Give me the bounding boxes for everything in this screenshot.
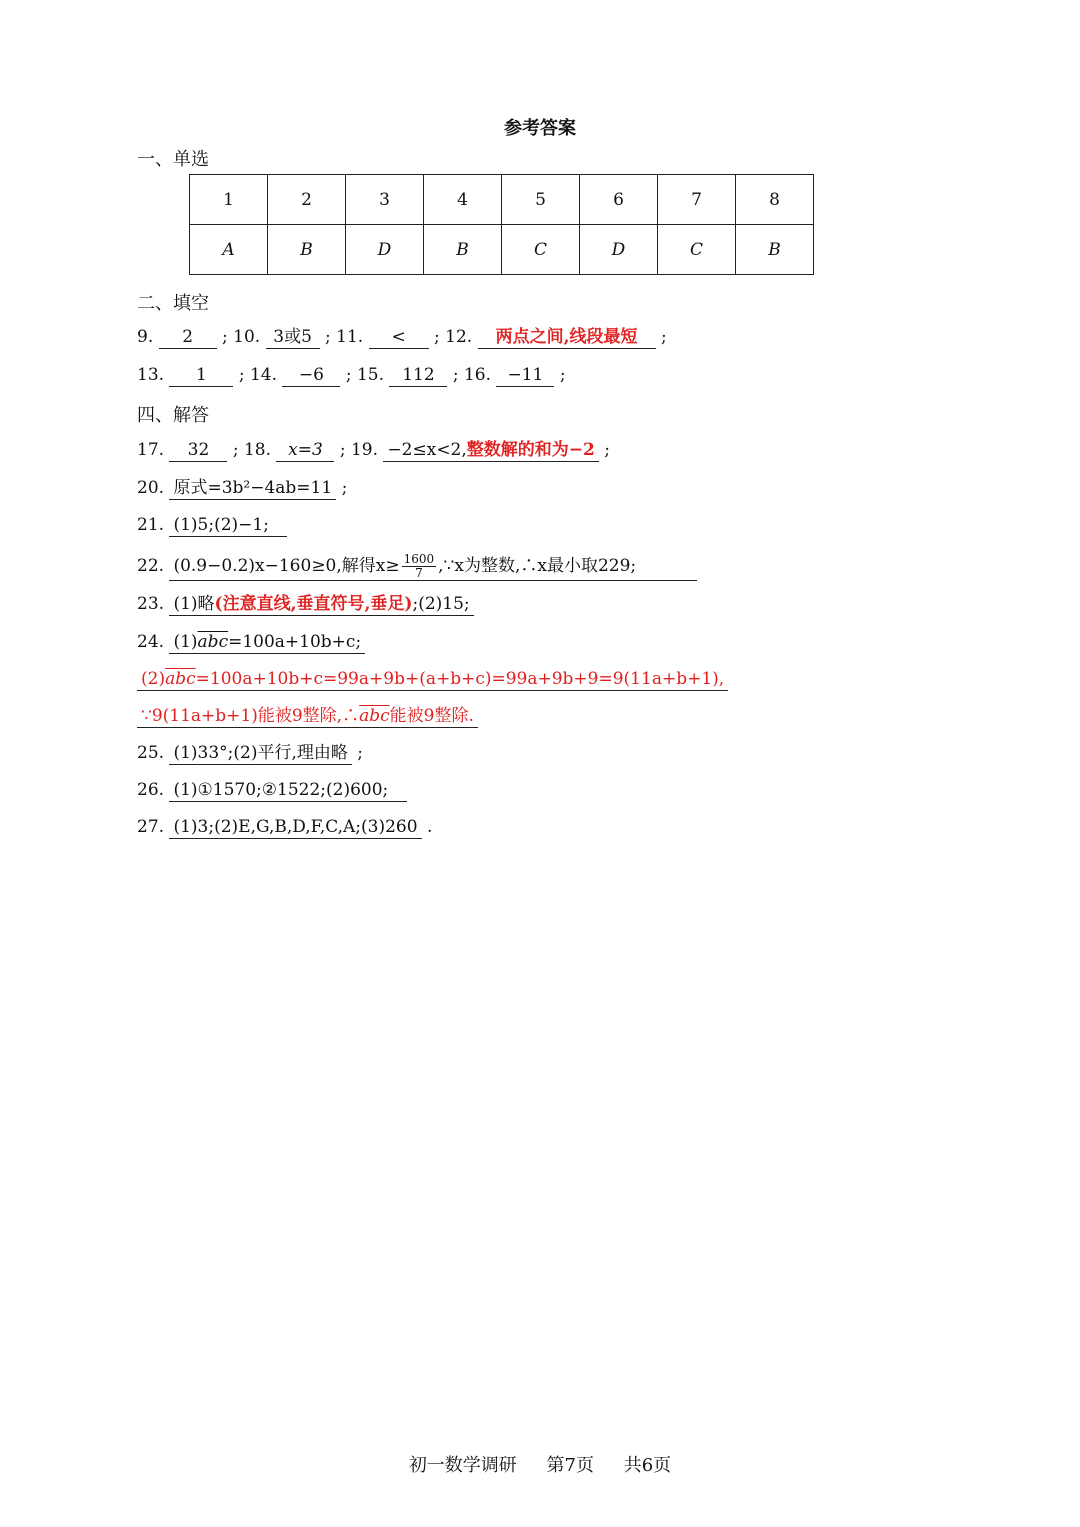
question-number: 22. — [137, 556, 165, 576]
page-title: 参考答案 — [504, 118, 576, 139]
answer-blank: 1 — [169, 364, 233, 387]
answer-table — [189, 174, 814, 275]
table-cell: C — [658, 225, 736, 275]
question-number: 27. — [137, 817, 165, 837]
answer-line — [137, 703, 478, 729]
answer-blank: x=3 — [276, 439, 334, 462]
answer-blank: −6 — [282, 364, 340, 387]
section-single-choice: 一、单选 — [137, 149, 209, 170]
footer-course: 初一数学调研 — [408, 1455, 517, 1476]
table-row — [190, 225, 814, 275]
answer-text: ,∵x为整数,∴x最小取229; — [438, 556, 637, 576]
answer-line — [137, 591, 474, 617]
table-cell: D — [580, 225, 658, 275]
overline-abc: $\overline{abc}$ — [197, 632, 229, 652]
answer-blank: (1)33°;(2)平行,理由略 — [169, 742, 351, 765]
table-cell: 1 — [190, 175, 268, 225]
question-number: ; 15. — [345, 365, 385, 385]
separator: ; — [604, 440, 610, 460]
answer-blank: 两点之间,线段最短 — [478, 326, 656, 349]
answer-blank — [169, 552, 697, 581]
separator: ; — [661, 327, 667, 347]
answer-line — [137, 629, 365, 655]
answer-blank: < — [369, 326, 429, 349]
page-footer — [0, 1451, 1080, 1477]
answer-blank — [137, 668, 728, 691]
answer-line — [137, 777, 407, 803]
answer-blank: −11 — [496, 364, 554, 387]
question-number: ; 10. — [222, 327, 261, 347]
answer-text: ∵9(11a+b+1)能被9整除,∴ — [141, 706, 360, 726]
table-cell: 4 — [424, 175, 502, 225]
answer-text: 能被9整除. — [389, 706, 474, 726]
answer-blank: 2 — [159, 326, 217, 349]
footer-page: 第7页 — [546, 1455, 594, 1476]
question-number: ; 12. — [434, 327, 473, 347]
answer-blank: 32 — [169, 439, 227, 462]
answer-line — [137, 666, 728, 692]
section-solution: 四、解答 — [137, 405, 209, 426]
separator: ; — [341, 478, 348, 498]
separator: . — [426, 817, 433, 837]
answer-line — [137, 549, 697, 583]
answer-text: (1) — [173, 632, 198, 652]
answer-text: =100a+10b+c=99a+9b+(a+b+c)=99a+9b+9=9(11a+b+1), — [195, 669, 725, 689]
question-number: 17. — [137, 440, 165, 460]
table-cell: 3 — [346, 175, 424, 225]
answer-line — [137, 362, 566, 388]
table-cell: A — [190, 225, 268, 275]
question-number: 20. — [137, 478, 165, 498]
answer-blank — [383, 439, 598, 462]
question-number: ; 14. — [238, 365, 278, 385]
answer-text: (1)略 — [173, 594, 215, 614]
question-number: 24. — [137, 632, 165, 652]
answer-text-highlight: 整数解的和为−2 — [466, 440, 595, 460]
overline-abc: $\overline{abc}$ — [359, 706, 390, 726]
fraction-numerator: 1600 — [403, 552, 435, 566]
answer-blank: 3或5 — [266, 326, 320, 349]
question-number: ; 11. — [325, 327, 364, 347]
table-cell: 8 — [736, 175, 814, 225]
question-number: 26. — [137, 780, 165, 800]
answer-blank: 原式=3b²−4ab=11 — [169, 477, 336, 500]
answer-blank — [169, 631, 365, 654]
separator: ; — [559, 365, 566, 385]
answer-blank: (1)3;(2)E,G,B,D,F,C,A;(3)260 — [169, 816, 421, 839]
question-number: ; 16. — [452, 365, 491, 385]
table-cell: 7 — [658, 175, 736, 225]
answer-line — [137, 475, 347, 501]
question-number: 25. — [137, 743, 165, 763]
answer-text: =100a+10b+c; — [228, 632, 362, 652]
table-cell: 6 — [580, 175, 658, 225]
section-fill-blank: 二、填空 — [137, 293, 209, 314]
answer-line — [137, 740, 363, 766]
table-cell: B — [424, 225, 502, 275]
overline-abc: $\overline{abc}$ — [165, 669, 196, 689]
table-cell: 2 — [268, 175, 346, 225]
answer-blank: 112 — [389, 364, 447, 387]
question-number: ; 18. — [232, 440, 272, 460]
answer-text: (0.9−0.2)x−160≥0,解得x≥ — [173, 556, 400, 576]
table-row — [190, 175, 814, 225]
question-number: 13. — [137, 365, 165, 385]
fraction-denominator: 7 — [415, 566, 423, 580]
answer-text: −2≤x<2, — [387, 440, 467, 460]
answer-text: ;(2)15; — [412, 594, 470, 614]
footer-total: 共6页 — [623, 1455, 672, 1476]
answer-line — [137, 512, 287, 538]
table-cell: 5 — [502, 175, 580, 225]
question-number: 23. — [137, 594, 165, 614]
answer-blank — [169, 593, 473, 616]
answer-line — [137, 324, 667, 350]
table-cell: C — [502, 225, 580, 275]
table-cell: B — [268, 225, 346, 275]
answer-line — [137, 814, 432, 840]
question-number: 21. — [137, 515, 165, 535]
answer-text-highlight: (注意直线,垂直符号,垂足) — [214, 594, 413, 614]
table-cell: D — [346, 225, 424, 275]
answer-line — [137, 437, 610, 463]
answer-text: (2) — [141, 669, 166, 689]
table-cell: B — [736, 225, 814, 275]
answer-blank: (1)5;(2)−1; — [169, 514, 287, 537]
separator: ; — [357, 743, 364, 763]
question-number: ; 19. — [339, 440, 379, 460]
fraction — [402, 553, 437, 580]
question-number: 9. — [137, 327, 154, 347]
answer-blank — [137, 705, 478, 728]
answer-blank: (1)①1570;②1522;(2)600; — [169, 779, 407, 802]
